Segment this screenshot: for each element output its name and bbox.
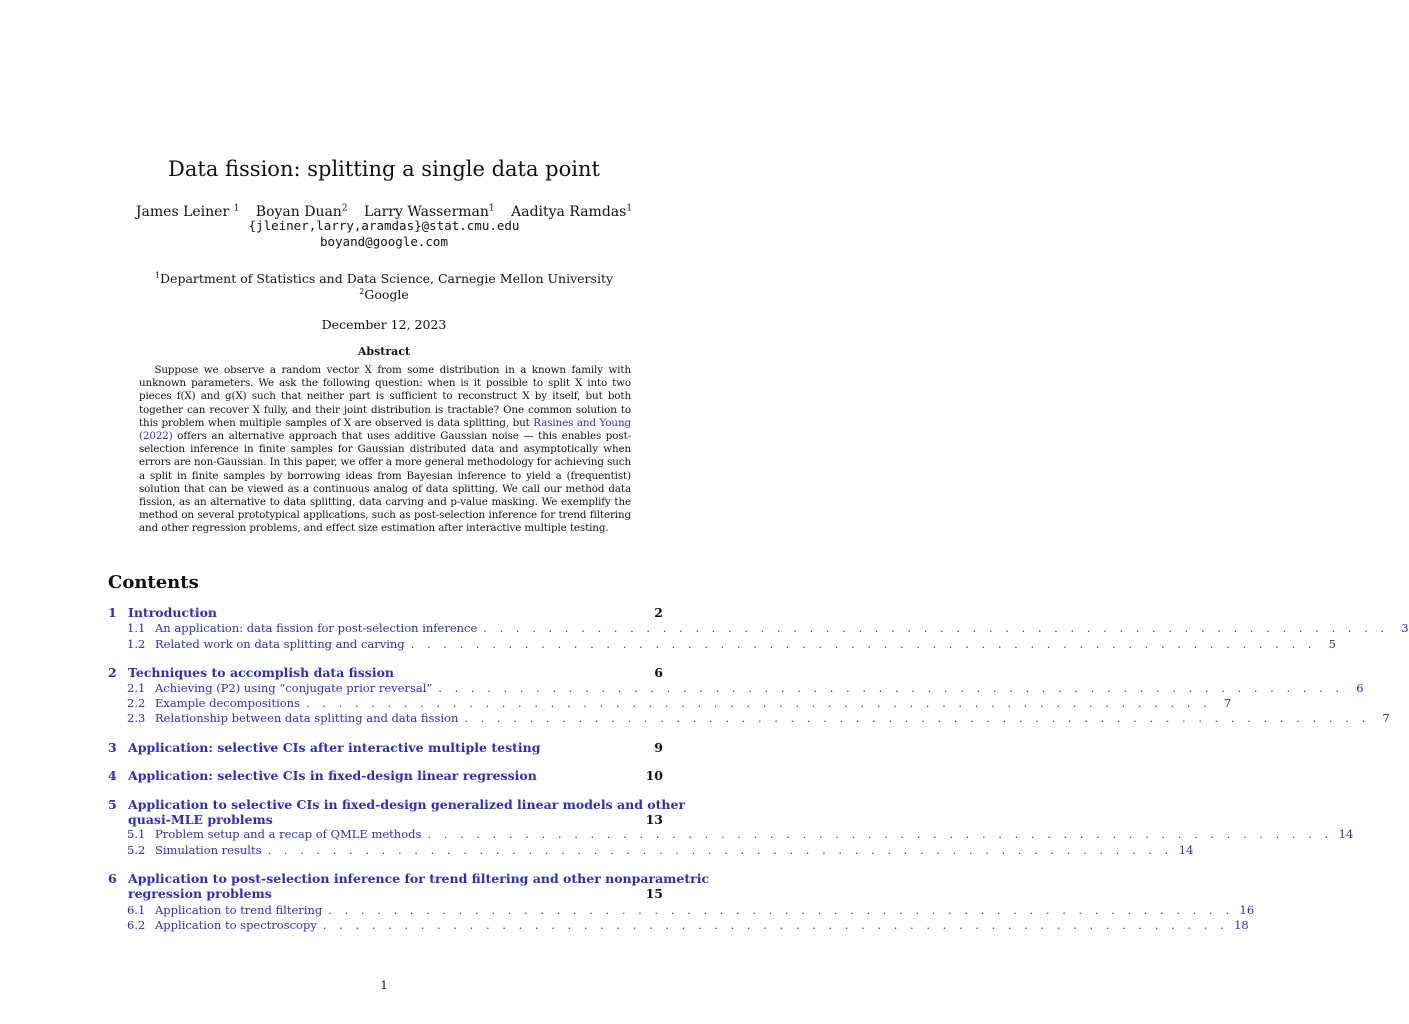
leader-dots: . . . . . . . . . . . . . . . . . . . . . . . . . . . . . . . . . . . . . . . . . . . . . . . . . . . . . . . . — [438, 681, 1344, 695]
author: James Leiner $^1$ — [135, 203, 240, 220]
affiliation: $^2$Google — [359, 287, 409, 303]
toc-subsection-6-2[interactable]: 6.2 Application to spectroscopy . . . . . . . . . . . . . . . . . . . . . . . . . . . . . . . . . . . . . . . . . . . . . . . . . . . . . . . . 18 — [127, 918, 1249, 932]
leader-dots: . . . . . . . . . . . . . . . . . . . . . . . . . . . . . . . . . . . . . . . . . . . . . . . . . . . . . . . . — [483, 621, 1389, 635]
toc-subsection-2-2[interactable]: 2.2 Example decompositions . . . . . . . . . . . . . . . . . . . . . . . . . . . . . . . . . . . . . . . . . . . . . . . . . . . . . . . . 7 — [127, 696, 1232, 710]
toc-section-5[interactable]: 5 Application to selective CIs in fixed-design generalized linear models and other quasi-MLE problems 13 — [108, 797, 686, 827]
contents-heading: Contents — [108, 572, 199, 593]
leader-dots: . . . . . . . . . . . . . . . . . . . . . . . . . . . . . . . . . . . . . . . . . . . . . . . . . . . . . . . . — [322, 918, 1229, 932]
paper-page: Data fission: splitting a single data point James Leiner $^1$ Boyan Duan$^2$ Larry Wasserman$^1$ Aaditya Ramdas$^1$ {jleiner,larry,aramdas}@stat.cmu.edu boyand@google.com $^1$Department of Statistics and Data Science, Carnegie Mellon University $^2$Google December 12, 2023 Abstract Suppose we observe a random vector X from some distribution in a known family with unknown parameters. We ask the following question: when is it possible to split X into two pieces f(X) and g(X) such that neither part is sufficient to reconstruct X by itself, but both together can recover X fully, and their joint distribution is tractable? One common solution to this problem when multiple samples of X are observed is data splitting, but Rasines and Young (2022) offers an alternative approach that uses additive Gaussian noise — this enables post-selection inference in finite samples for Gaussian distributed data and asymptotically when errors are non-Gaussian. In this paper, we offer a more general methodology for achieving such a split in finite samples by borrowing ideas from Bayesian inference to yield a (frequentist) solution that can be viewed as a continuous analog of data splitting. We call our method data fission, as an alternative to data splitting, data carving and p-value masking. We exemplify the method on several prototypical applications, such as post-selection inference for trend filtering and other regression problems, and effect size estimation after interactive multiple testing. Contents 1 Introduction 2 1.1 An application: data fission for post-selection inference . . . . . . . . . . . . . . . . . . . . . . . . . . . . . . . . . . . . . . . . . . . . . . . . . . . . . . . . 3 1.2 Related work on data splitting and carving . . . . . . . . . . . . . . . . . . . . . . . . . . . . . . . . . . . . . . . . . . . . . . . . . . . . . . . . 5 2 Techniques to accomplish data fission 6 2.1 Achieving (P2) using “conjugate prior reversal” . . . . . . . . . . . . . . . . . . . . . . . . . . . . . . . . . . . . . . . . . . . . . . . . . . . . . . . . 6 2.2 Example decompositions . . . . . . . . . . . . . . . . . . . . . . . . . . . . . . . . . . . . . . . . . . . . . . . . . . . . . . . . 7 2.3 Relationship between data splitting and data fission . . . . . . . . . . . . . . . . . . . . . . . . . . . . . . . . . . . . . . . . . . . . . . . . . . . . . . . . 7 3 Application: selective CIs after interactive multiple testing 9 4 Application: selective CIs in fixed-design linear regression 10 5 Application to selective CIs in fixed-design generalized linear models and other quasi-MLE problems 13 5.1 Problem setup and a recap of QMLE methods . . . . . . . . . . . . . . . . . . . . . . . . . . . . . . . . . . . . . . . . . . . . . . . . . . . . . . . . 14 5.2 Simulation results . . . . . . . . . . . . . . . . . . . . . . . . . . . . . . . . . . . . . . . . . . . . . . . . . . . . . . . . 14 6 Application to post-selection inference for trend filtering and other nonparametric regression problems 15 6.1 Application to trend filtering . . . . . . . . . . . . . . . . . . . . . . . . . . . . . . . . . . . . . . . . . . . . . . . . . . . . . . . . 16 6.2 Application to spectroscopy . . . . . . . . . . . . . . . . . . . . . . . . . . . . . . . . . . . . . . . . . . . . . . . . . . . . . . . . 18 1 — [0, 0, 768, 1024]
leader-dots: . . . . . . . . . . . . . . . . . . . . . . . . . . . . . . . . . . . . . . . . . . . . . . . . . . . . . . . . — [427, 827, 1333, 841]
page-number: 1 — [380, 978, 388, 992]
leader-dots: . . . . . . . . . . . . . . . . . . . . . . . . . . . . . . . . . . . . . . . . . . . . . . . . . . . . . . . . — [305, 696, 1212, 710]
leader-dots: . . . . . . . . . . . . . . . . . . . . . . . . . . . . . . . . . . . . . . . . . . . . . . . . . . . . . . . . — [267, 843, 1173, 857]
author-email: boyand@google.com — [320, 234, 448, 249]
publication-date: December 12, 2023 — [321, 317, 447, 332]
author: Boyan Duan$^2$ — [255, 203, 348, 220]
toc-subsection-2-3[interactable]: 2.3 Relationship between data splitting and data fission . . . . . . . . . . . . . . . . . . . . . . . . . . . . . . . . . . . . . . . . . . . . . . . . . . . . . . . . 7 — [127, 711, 1390, 725]
toc-subsection-5-1[interactable]: 5.1 Problem setup and a recap of QMLE methods . . . . . . . . . . . . . . . . . . . . . . . . . . . . . . . . . . . . . . . . . . . . . . . . . . . . . . . . 14 — [127, 827, 1354, 841]
author-email: {jleiner,larry,aramdas}@stat.cmu.edu — [248, 218, 520, 233]
citation-link[interactable]: Rasines and Young (2022) — [139, 416, 631, 443]
author: Larry Wasserman$^1$ — [364, 203, 495, 220]
abstract-text: Suppose we observe a random vector X from some distribution in a known family with unknown parameters. We ask the following question: when is it possible to split X into two pieces f(X) and g(X) such that neither part is sufficient to reconstruct X by itself, but both together can recover X fully, and their joint distribution is tractable? One common solution to this problem when multiple samples of X are observed is data splitting, but Rasines and Young (2022) offers an alternative approach that uses additive Gaussian noise — this enables post-selection inference in finite samples for Gaussian distributed data and asymptotically when errors are non-Gaussian. In this paper, we offer a more general methodology for achieving such a split in finite samples by borrowing ideas from Bayesian inference to yield a (frequentist) solution that can be viewed as a continuous analog of data splitting. We call our method data fission, as an alternative to data splitting, data carving and p-value masking. We exemplify the method on several prototypical applications, such as post-selection inference for trend filtering and other regression problems, and effect size estimation after interactive multiple testing. — [139, 364, 631, 535]
affiliation: $^1$Department of Statistics and Data Science, Carnegie Mellon University — [154, 271, 614, 287]
leader-dots: . . . . . . . . . . . . . . . . . . . . . . . . . . . . . . . . . . . . . . . . . . . . . . . . . . . . . . . . — [464, 711, 1370, 725]
leader-dots: . . . . . . . . . . . . . . . . . . . . . . . . . . . . . . . . . . . . . . . . . . . . . . . . . . . . . . . . — [410, 637, 1316, 651]
paper-title: Data fission: splitting a single data point — [168, 157, 600, 181]
author: Aaditya Ramdas$^1$ — [511, 203, 633, 220]
abstract-heading: Abstract — [357, 345, 411, 358]
leader-dots: . . . . . . . . . . . . . . . . . . . . . . . . . . . . . . . . . . . . . . . . . . . . . . . . . . . . . . . . — [328, 903, 1234, 917]
toc-subsection-1-1[interactable]: 1.1 An application: data fission for post-selection inference . . . . . . . . . . . . . . . . . . . . . . . . . . . . . . . . . . . . . . . . . . . . . . . . . . . . . . . . 3 — [127, 621, 1409, 635]
toc-subsection-6-1[interactable]: 6.1 Application to trend filtering . . . . . . . . . . . . . . . . . . . . . . . . . . . . . . . . . . . . . . . . . . . . . . . . . . . . . . . . 16 — [127, 903, 1255, 917]
toc-section-6[interactable]: 6 Application to post-selection inference for trend filtering and other nonparametric regression problems 15 — [108, 871, 710, 901]
toc-subsection-1-2[interactable]: 1.2 Related work on data splitting and carving . . . . . . . . . . . . . . . . . . . . . . . . . . . . . . . . . . . . . . . . . . . . . . . . . . . . . . . . 5 — [127, 637, 1336, 651]
toc-subsection-5-2[interactable]: 5.2 Simulation results . . . . . . . . . . . . . . . . . . . . . . . . . . . . . . . . . . . . . . . . . . . . . . . . . . . . . . . . 14 — [127, 843, 1194, 857]
toc-subsection-2-1[interactable]: 2.1 Achieving (P2) using “conjugate prior reversal” . . . . . . . . . . . . . . . . . . . . . . . . . . . . . . . . . . . . . . . . . . . . . . . . . . . . . . . . 6 — [127, 681, 1364, 695]
